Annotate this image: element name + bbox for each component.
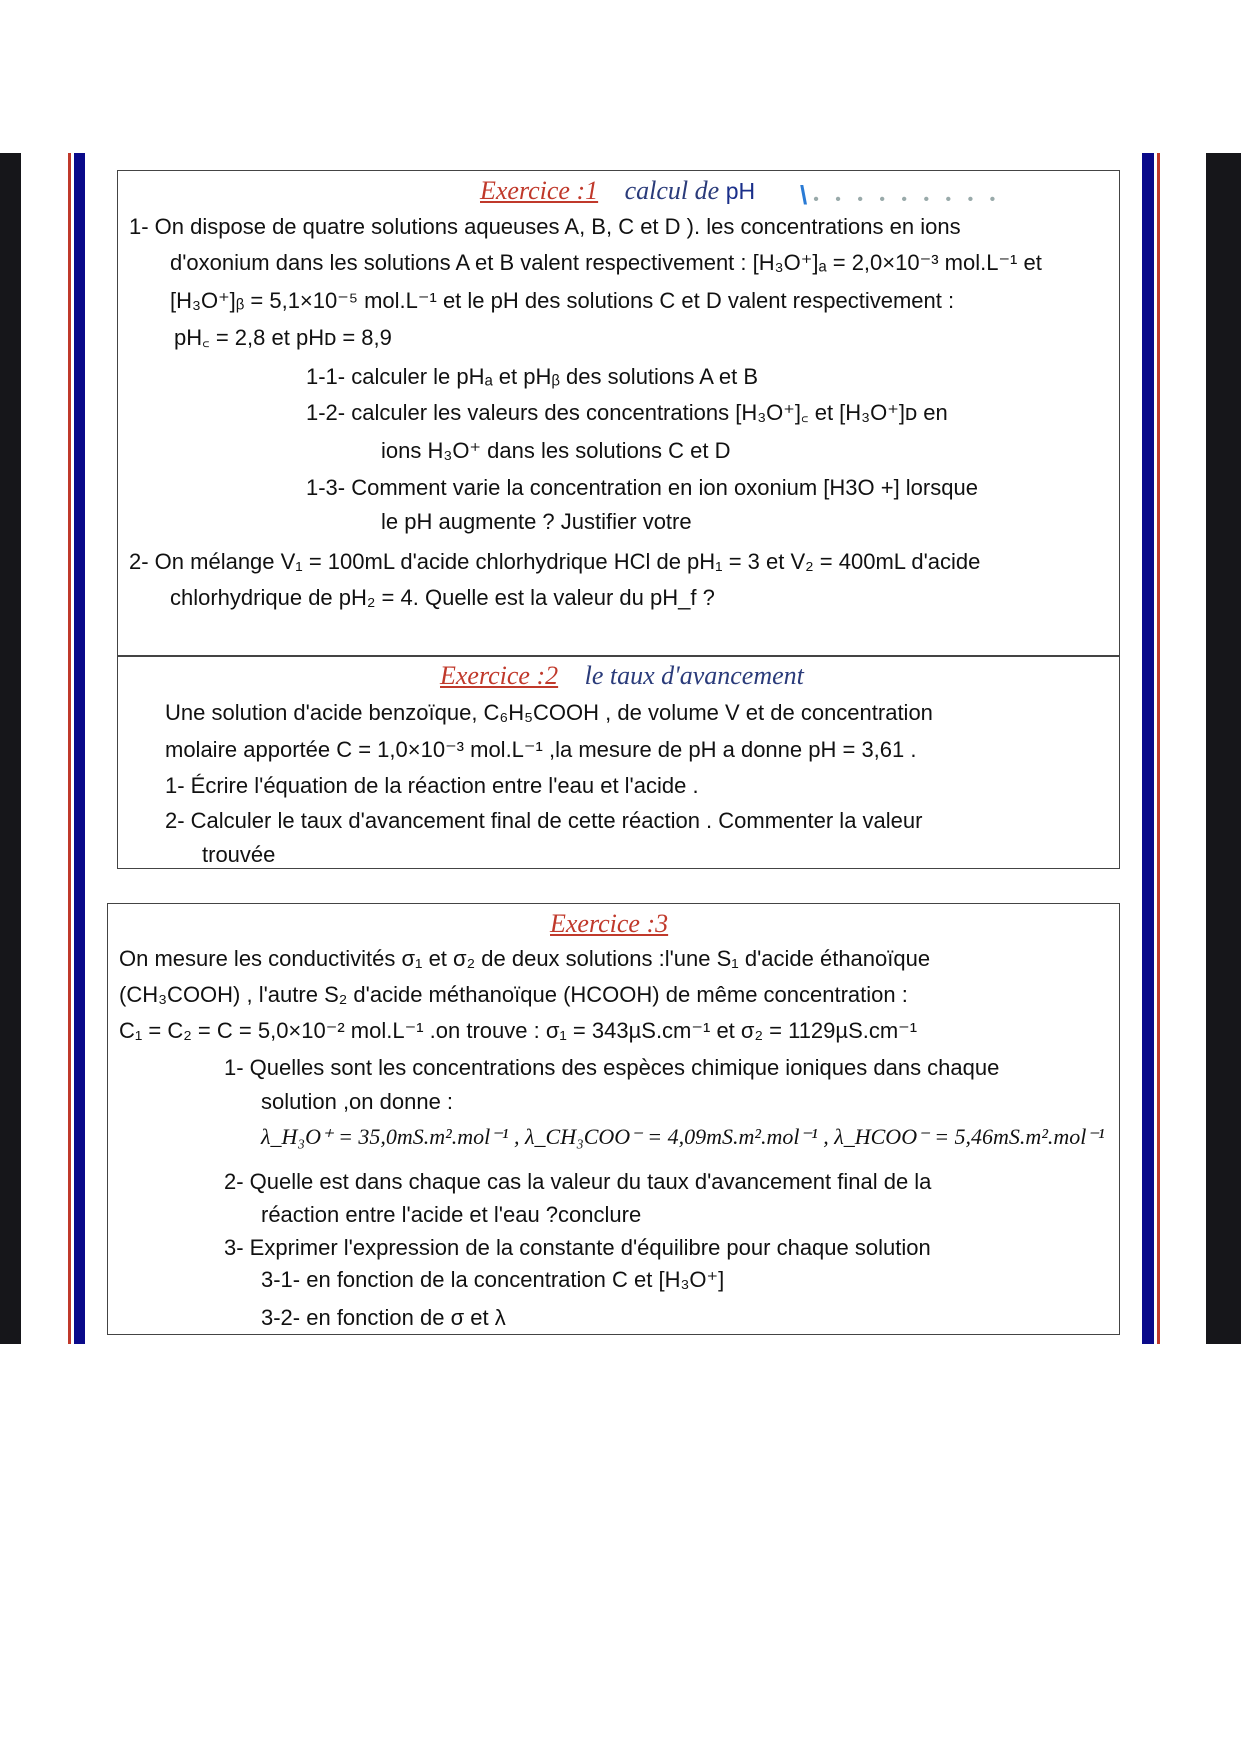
ex1-question-1-1: 1-1- calculer le pHₐ et pHᵦ des solutions A et B	[306, 364, 758, 389]
ex2-line: molaire apportée C = 1,0×10⁻³ mol.L⁻¹ ,la mesure de pH a donne pH = 3,61 .	[165, 737, 917, 762]
ex3-conductivity-data: λ_H₃O⁺ = 35,0mS.m².mol⁻¹ , λ_CH₃COO⁻ = 4,09mS.m².mol⁻¹ , λ_HCOO⁻ = 5,46mS.m².mol⁻¹	[261, 1124, 1105, 1149]
ex1-line: [H₃O⁺]ᵦ = 5,1×10⁻⁵ mol.L⁻¹ et le pH des solutions C et D valent respectivement :	[170, 288, 955, 313]
ex3-line: réaction entre l'acide et l'eau ?conclure	[261, 1202, 642, 1227]
ex3-question-3: 3- Exprimer l'expression de la constante d'équilibre pour chaque solution	[224, 1235, 931, 1260]
ex2-line: Une solution d'acide benzoïque, C₆H₅COOH , de volume V et de concentration	[165, 700, 933, 725]
ex3-line: On mesure les conductivités σ₁ et σ₂ de deux solutions :l'une S₁ d'acide éthanoïque	[119, 946, 931, 971]
right-dark-border	[1206, 153, 1241, 1344]
ex1-line: d'oxonium dans les solutions A et B valent respectivement : [H₃O⁺]ₐ = 2,0×10⁻³ mol.L⁻¹ et	[170, 250, 1042, 275]
ex1-line: chlorhydrique de pH₂ = 4. Quelle est la valeur du pH_f ?	[170, 585, 715, 610]
exercise-1-heading	[480, 176, 755, 206]
ex3-question-3-1: 3-1- en fonction de la concentration C et [H₃O⁺]	[261, 1267, 725, 1292]
exercise-2-title: Exercice :2	[440, 661, 559, 690]
left-blue-line	[74, 153, 85, 1344]
ex3-line: (CH₃COOH) , l'autre S₂ d'acide méthanoïque (HCOOH) de même concentration :	[119, 982, 908, 1007]
right-blue-line	[1142, 153, 1154, 1344]
exercise-2-subtitle: le taux d'avancement	[584, 661, 804, 690]
ex1-line: ions H₃O⁺ dans les solutions C et D	[381, 438, 731, 463]
exercise-1-title: Exercice :1	[480, 176, 599, 205]
ex3-question-1: 1- Quelles sont les concentrations des espèces chimique ioniques dans chaque	[224, 1055, 1000, 1080]
ex1-question-1-3: 1-3- Comment varie la concentration en ion oxonium [H3O +] lorsque	[306, 475, 978, 500]
ex3-question-2: 2- Quelle est dans chaque cas la valeur du taux d'avancement final de la	[224, 1169, 932, 1194]
left-red-line	[68, 153, 71, 1344]
exercise-1-subtitle-ph: pH	[725, 178, 756, 204]
ex1-line: pH꜀ = 2,8 et pHᴅ = 8,9	[174, 325, 392, 350]
ex2-line: trouvée	[202, 842, 276, 867]
exercise-3-title: Exercice :3	[550, 909, 669, 938]
ex1-line: le pH augmente ? Justifier votre	[381, 509, 692, 534]
exercise-3-heading	[550, 909, 668, 939]
ex1-question-2: 2- On mélange V₁ = 100mL d'acide chlorhydrique HCl de pH₁ = 3 et V₂ = 400mL d'acide	[129, 549, 981, 574]
right-red-line	[1157, 153, 1160, 1344]
ex3-question-3-2: 3-2- en fonction de σ et λ	[261, 1305, 506, 1330]
faint-scan-artifact: \• • • • • • • • •	[800, 180, 1002, 210]
exercise-1-subtitle: calcul de	[624, 176, 720, 205]
ex2-question-2: 2- Calculer le taux d'avancement final de cette réaction . Commenter la valeur	[165, 808, 923, 833]
ex2-question-1: 1- Écrire l'équation de la réaction entre l'eau et l'acide .	[165, 773, 699, 798]
ex3-line: C₁ = C₂ = C = 5,0×10⁻² mol.L⁻¹ .on trouve : σ₁ = 343µS.cm⁻¹ et σ₂ = 1129µS.cm⁻¹	[119, 1018, 918, 1043]
left-dark-border	[0, 153, 21, 1344]
ex1-line: 1- On dispose de quatre solutions aqueuses A, B, C et D ). les concentrations en ions	[129, 214, 961, 239]
exercise-2-heading	[440, 661, 804, 691]
ex3-line: solution ,on donne :	[261, 1089, 454, 1114]
ex1-question-1-2: 1-2- calculer les valeurs des concentrations [H₃O⁺]꜀ et [H₃O⁺]ᴅ en	[306, 400, 948, 425]
